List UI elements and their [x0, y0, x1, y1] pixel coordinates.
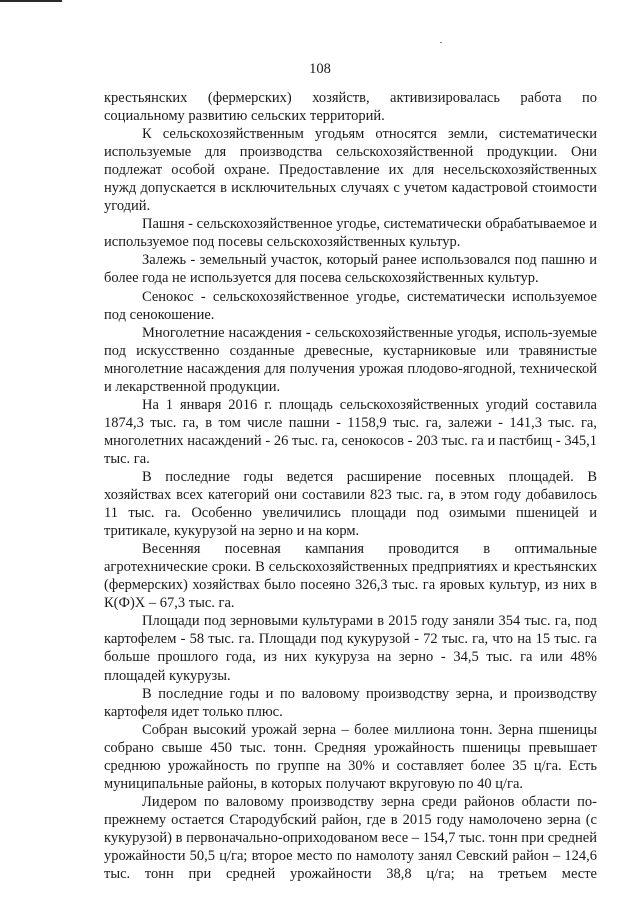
- paragraph-6: Многолетние насаждения - сельскохозяйственные угодья, исполь-зуемые под искусственно созданные древесные, кустарниковые или травянистые многолетние насаждения для получения урожая плодово-ягодной, технической и лекарственной продукции.: [104, 324, 597, 395]
- body-text: [104, 89, 597, 883]
- paragraph-3: Пашня - сельскохозяйственное угодье, систематически обрабатываемое и используемое под посевы сельскохозяйственных культур.: [104, 216, 597, 251]
- paragraph-2: К сельскохозяйственным угодьям относятся земли, систематически используемые для производства сельскохозяйственной продукции. Они подлежат особой охране. Предоставление их для несельскохозяйственных нужд допускается в исключительных случаях с учетом кадастровой стоимости угодий.: [104, 126, 597, 215]
- paragraph-12: Собран высокий урожай зерна – более миллиона тонн. Зерна пшеницы собрано свыше 450 тыс. тонн. Средняя урожайность пшеницы превышает среднюю урожайность по группе на 30% и составляет более 35 ц/га. Есть муниципальные районы, в которых получают вкруговую по 40 ц/га.: [104, 721, 597, 792]
- paragraph-9: Весенняя посевная кампания проводится в оптимальные агротехнические сроки. В сельскохозяйственных предприятиях и крестьянских (фермерских) хозяйствах было посеяно 326,3 тыс. га яровых культур, из них в К(Ф)Х – 67,3 тыс. га.: [104, 541, 597, 612]
- paragraph-1: крестьянских (фермерских) хозяйств, активизировалась работа по социальному развитию сельских территорий.: [104, 90, 597, 125]
- paragraph-5: Сенокос - сельскохозяйственное угодье, систематически используемое под сенокошение.: [104, 288, 597, 323]
- paragraph-13: Лидером по валовому производству зерна среди районов области по-прежнему остается Стародубский район, где в 2015 году намолочено зерна (с кукурузой) в первоначально-оприходованом весе – 154,7 тыс. тонн при средней урожайности 50,5 ц/га; второе место по намолоту занял Севский район – 124,6 тыс. тонн при средней урожайности 38,8 ц/га; на третьем месте: [104, 793, 597, 883]
- paragraph-7: На 1 января 2016 г. площадь сельскохозяйственных угодий составила 1874,3 тыс. га, в том числе пашни - 1158,9 тыс. га, залежи - 141,3 тыс. га, многолетних насаждений - 26 тыс. га, сенокосов - 203 тыс. га и пастбищ - 345,1 тыс. га.: [104, 396, 597, 467]
- scan-edge-mark: [0, 0, 62, 2]
- paragraph-10: Площади под зерновыми культурами в 2015 году заняли 354 тыс. га, под картофелем - 58 тыс. га. Площади под кукурузой - 72 тыс. га, что на 15 тыс. га больше прошлого года, из них кукуруза на зерно - 34,5 тыс. га или 48% площадей кукурузы.: [104, 613, 597, 684]
- scan-speck: [440, 42, 442, 43]
- paragraph-11: В последние годы и по валовому производству зерна, и производству картофеля идет только плюс.: [104, 685, 597, 720]
- paragraph-8: В последние годы ведется расширение посевных площадей. В хозяйствах всех категорий они составили 823 тыс. га, в этом году добавилось 11 тыс. га. Особенно увеличились площади под озимыми пшеницей и тритикале, кукурузой на зерно и на корм.: [104, 468, 597, 540]
- paragraph-4: Залежь - земельный участок, который ранее использовался под пашню и более года не используется для посева сельскохозяйственных культур.: [104, 252, 597, 287]
- page-number: 108: [309, 61, 331, 77]
